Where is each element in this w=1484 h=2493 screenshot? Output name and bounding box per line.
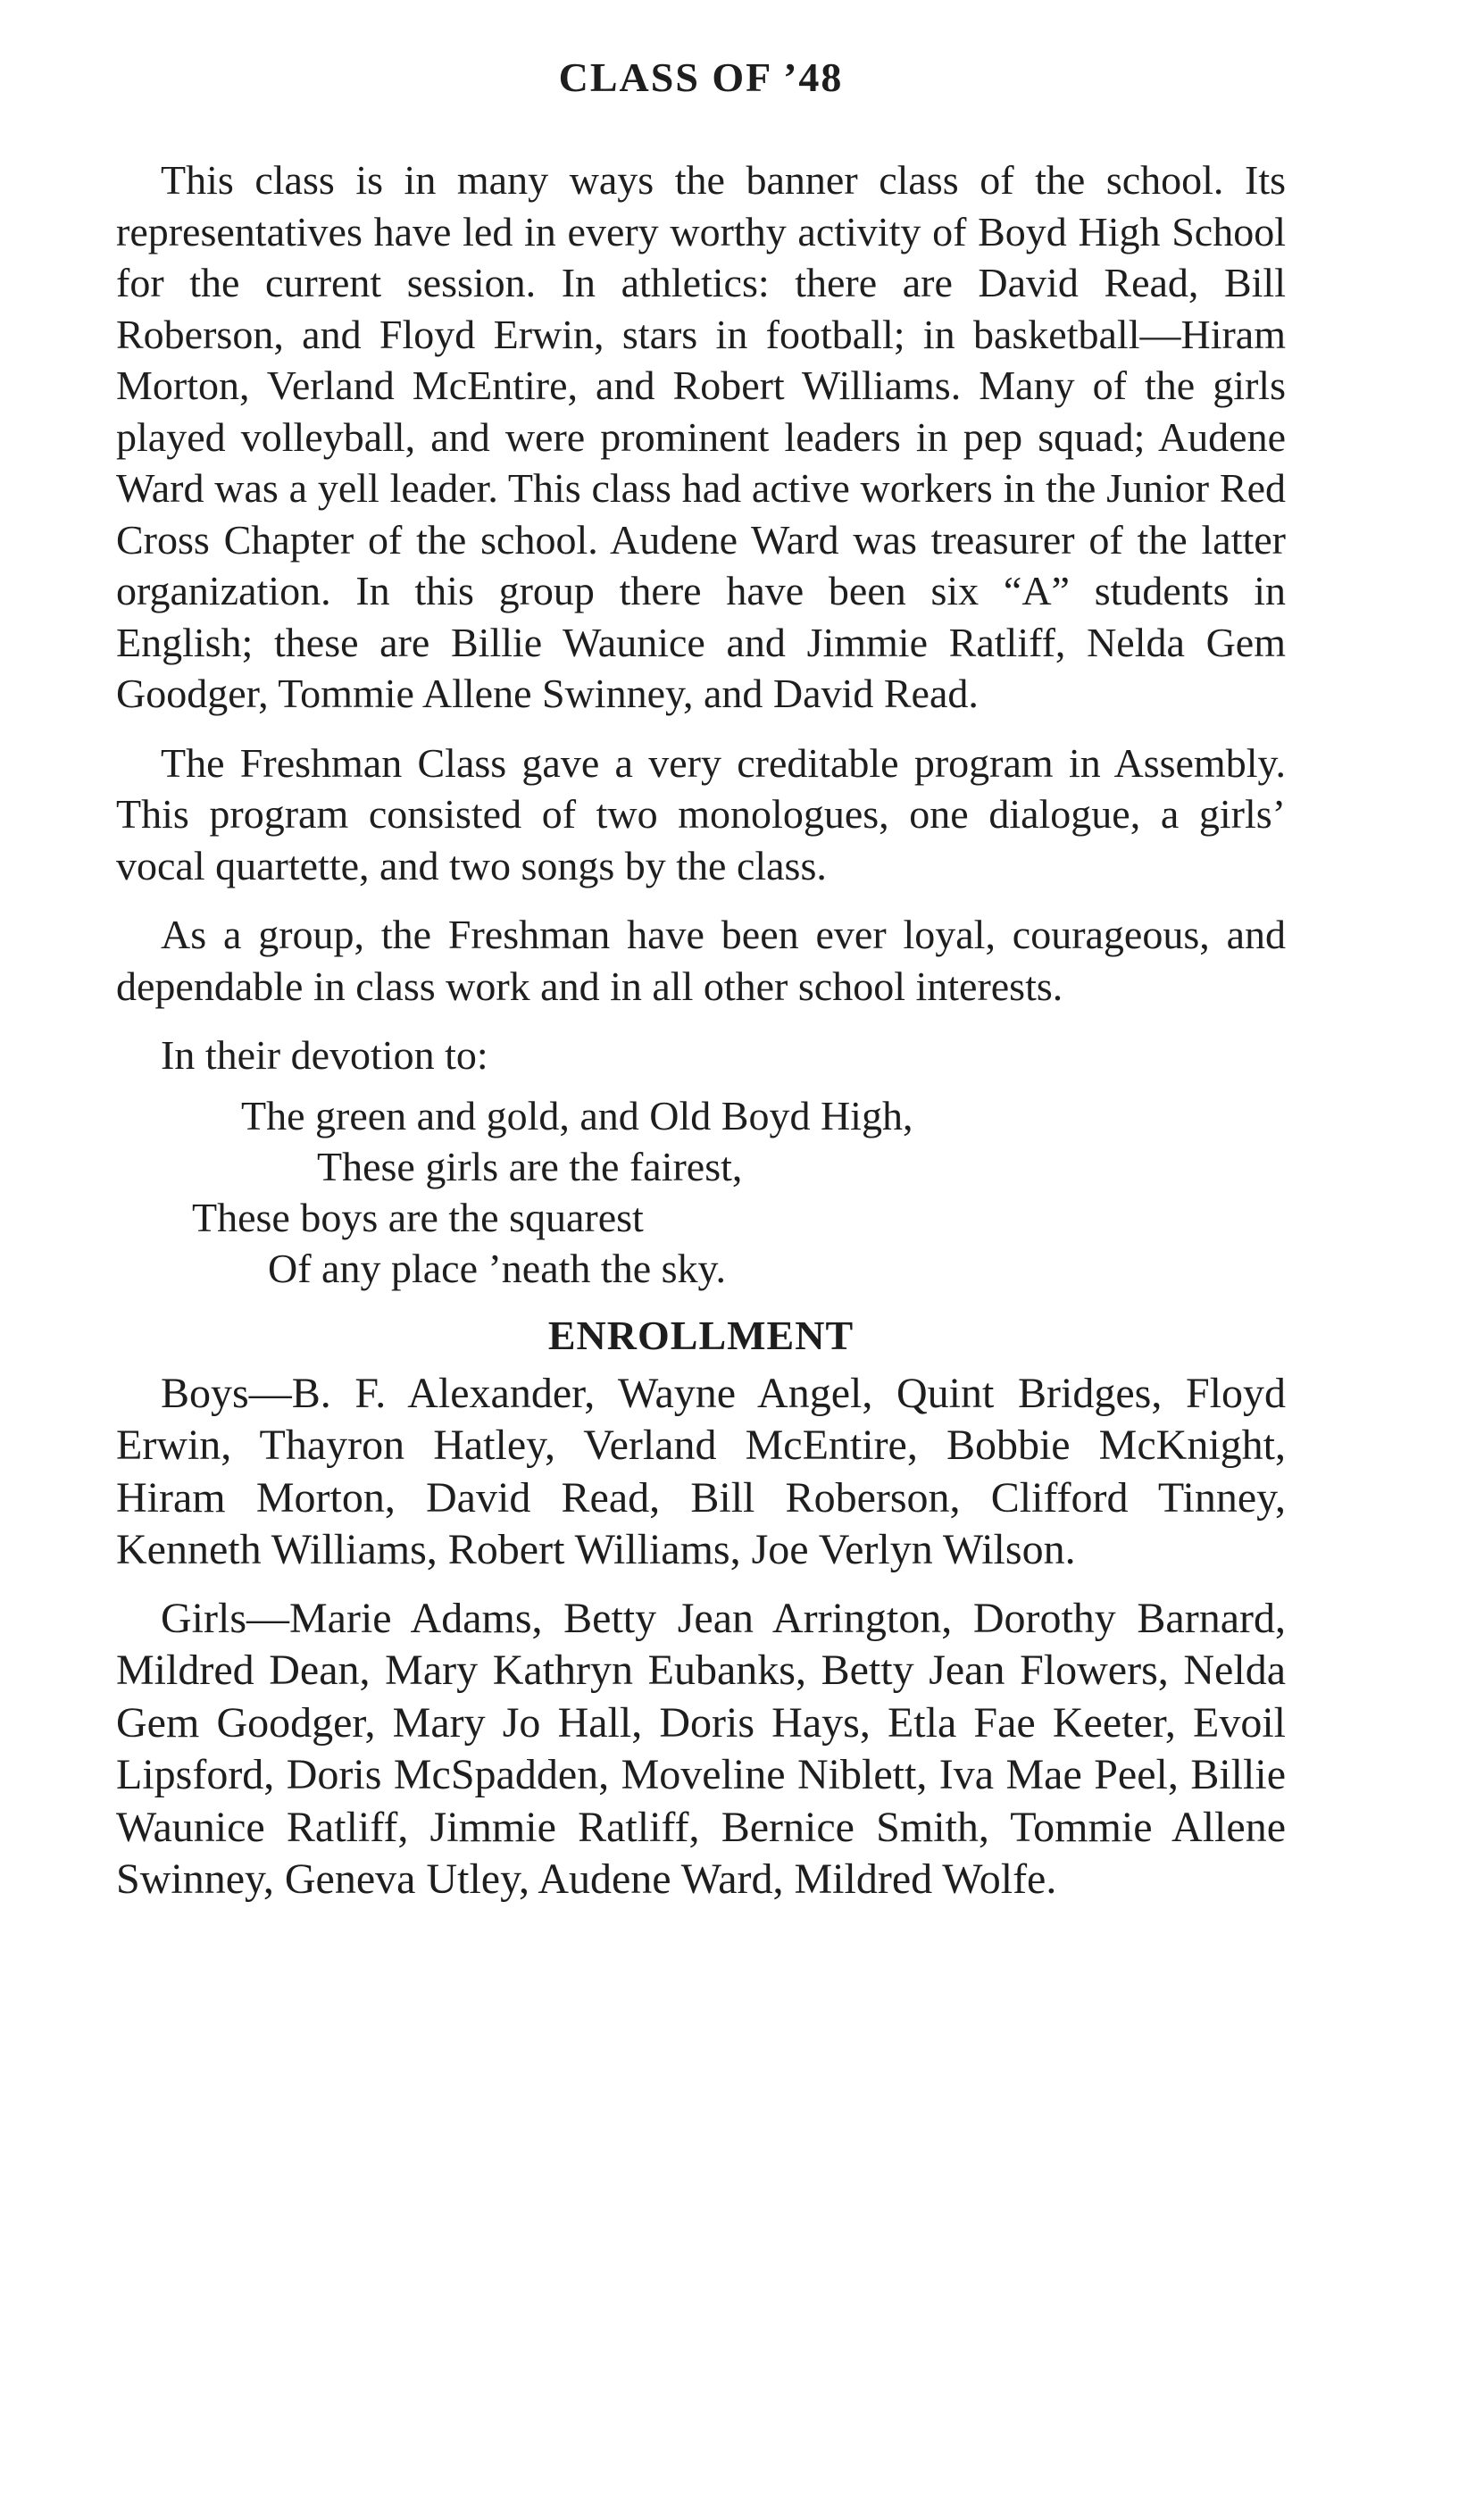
poem-line: Of any place ’neath the sky. [268, 1245, 727, 1291]
poem-line: These boys are the squarest [192, 1194, 644, 1240]
paragraph-assembly-program: The Freshman Class gave a very creditable program in Assembly. This program consisted of two monologues, one dialogue, a girls’ vocal quartette, and two songs by the class. [116, 739, 1286, 888]
poem-intro: In their devotion to: [161, 1032, 488, 1078]
page-title: CLASS OF ’48 [558, 54, 844, 100]
enrollment-boys: Boys—B. F. Alexander, Wayne Angel, Quint Bridges, Floyd Erwin, Thayron Hatley, Verland McEntire, Bobbie McKnight, Hiram Morton, David Read, Bill Roberson, Clifford Tinney, Kenneth Williams, Robert Williams, Joe Verlyn Wilson. [116, 1369, 1286, 1573]
paragraph-class-activities: This class is in many ways the banner class of the school. Its representatives have led in every worthy activity of Boyd High School for the current session. In athletics: there are David Read, Bill Roberson, and Floyd Erwin, stars in football; in basketball—Hiram Morton, Verland McEntire, and Robert Williams. Many of the girls played volleyball, and were prominent leaders in pep squad; Audene Ward was a yell leader. This class had active workers in the Junior Red Cross Chapter of the school. Audene Ward was treasurer of the latter organization. In this group there have been six “A” students in English; these are Billie Waunice and Jimmie Ratliff, Nelda Gem Goodger, Tommie Allene Swinney, and David Read. [116, 157, 1286, 716]
poem [116, 1090, 1286, 1294]
poem-line: The green and gold, and Old Boyd High, [241, 1092, 913, 1138]
poem-line: These girls are the fairest, [317, 1143, 743, 1189]
document-page [116, 54, 1286, 1922]
paragraph-group-loyalty: As a group, the Freshman have been ever loyal, courageous, and dependable in class work and in all other school interests. [116, 912, 1286, 1009]
enrollment-heading: ENROLLMENT [547, 1312, 855, 1358]
enrollment-girls: Girls—Marie Adams, Betty Jean Arrington, Dorothy Barnard, Mildred Dean, Mary Kathryn Eubanks, Betty Jean Flowers, Nelda Gem Goodger, Mary Jo Hall, Doris Hays, Etla Fae Keeter, Evoil Lipsford, Doris McSpadden, Moveline Niblett, Iva Mae Peel, Billie Waunice Ratliff, Jimmie Ratliff, Bernice Smith, Tommie Allene Swinney, Geneva Utley, Audene Ward, Mildred Wolfe. [116, 1594, 1286, 1903]
